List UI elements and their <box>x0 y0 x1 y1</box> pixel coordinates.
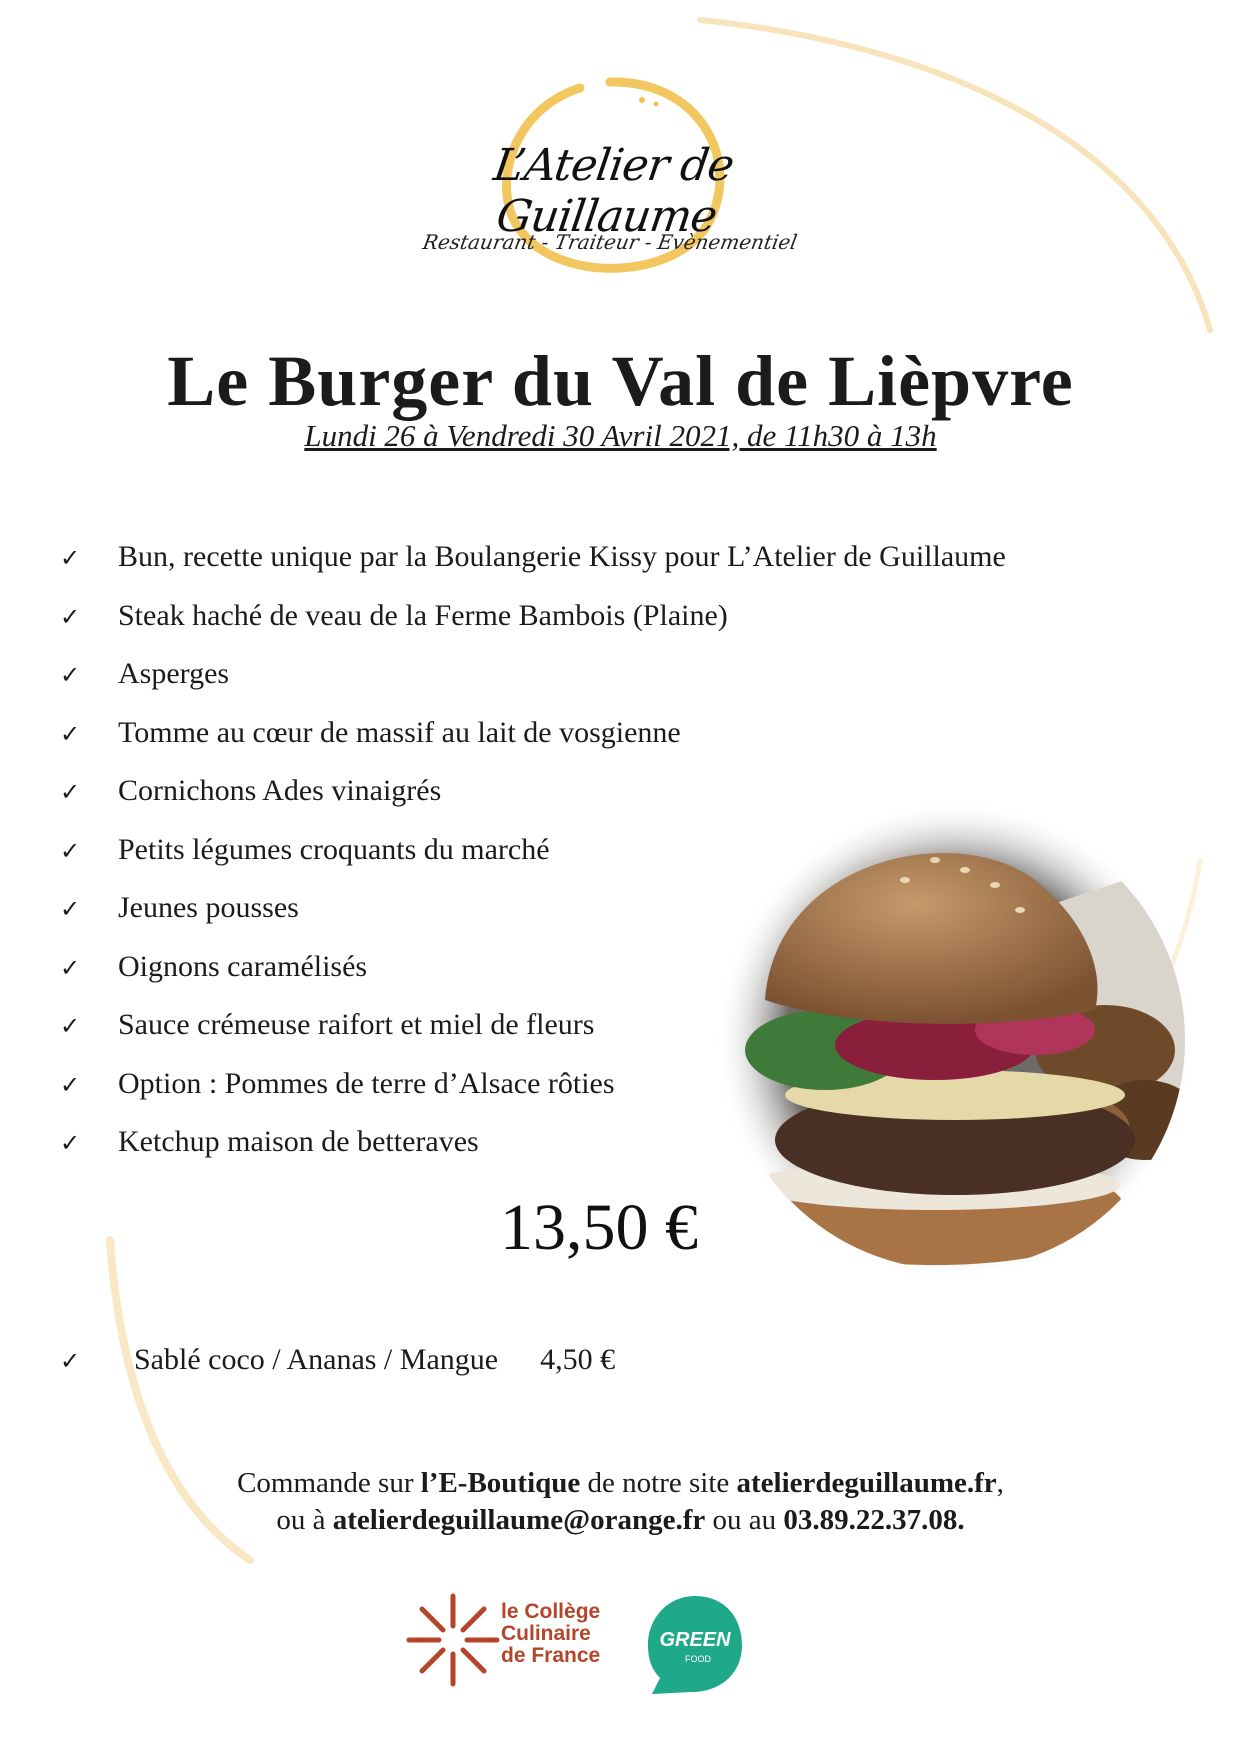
contact-line-1: Commande sur l’E-Boutique de notre site atelierdeguillaume.fr, <box>237 1467 1004 1499</box>
green-food-subtext: FOOD <box>685 1654 711 1664</box>
item-text: Asperges <box>118 657 230 690</box>
eboutique-link[interactable]: l’E-Boutique <box>420 1467 581 1499</box>
list-item <box>60 716 1210 775</box>
contact-line-2: ou à atelierdeguillaume@orange.fr ou au 03.89.22.37.08. <box>276 1504 965 1536</box>
dessert-name: Sablé coco / Ananas / Mangue <box>134 1343 499 1376</box>
check-icon: ✓ <box>60 778 81 806</box>
burger-price: 13,50 € <box>500 1191 698 1264</box>
item-text: Jeunes pousses <box>118 891 299 924</box>
college-line-1: le Collège <box>501 1600 601 1623</box>
sunburst-icon <box>405 1585 500 1695</box>
check-icon: ✓ <box>60 719 81 748</box>
check-icon: ✓ <box>60 836 81 865</box>
logo-brand-name: L’Atelier de Guillaume <box>490 140 737 242</box>
check-icon: ✓ <box>60 1347 81 1375</box>
check-icon: ✓ <box>60 661 81 689</box>
logo-tagline: Restaurant - Traiteur - Evènementiel <box>421 230 799 254</box>
restaurant-logo <box>380 70 840 290</box>
menu-dates: Lundi 26 à Vendredi 30 Avril 2021, de 11h30 à 13h <box>304 418 937 453</box>
college-culinaire-logo <box>405 1585 605 1695</box>
menu-title: Le Burger du Val de Lièpvre <box>167 341 1074 421</box>
list-item <box>60 657 1210 716</box>
college-line-3: de France <box>501 1644 601 1667</box>
green-food-badge-icon <box>640 1590 750 1700</box>
item-text: Oignons caramélisés <box>118 949 368 983</box>
check-icon: ✓ <box>60 1070 81 1099</box>
list-item <box>60 599 1210 658</box>
check-icon: ✓ <box>60 544 81 572</box>
website-link[interactable]: atelierdeguillaume.fr <box>736 1467 997 1499</box>
green-food-logo <box>640 1590 750 1700</box>
item-text: Option : Pommes de terre d’Alsace rôties <box>118 1066 615 1100</box>
phone-number: 03.89.22.37.08. <box>783 1504 965 1536</box>
item-text: Steak haché de veau de la Ferme Bambois (Plaine) <box>118 598 728 632</box>
dessert-price: 4,50 € <box>540 1343 616 1376</box>
item-text: Tomme au cœur de massif au lait de vosgienne <box>118 715 681 749</box>
list-item <box>60 540 1210 599</box>
item-text: Petits légumes croquants du marché <box>118 832 550 866</box>
check-icon: ✓ <box>60 1129 81 1157</box>
check-icon: ✓ <box>60 1012 81 1040</box>
check-icon: ✓ <box>60 953 81 982</box>
email-link[interactable]: atelierdeguillaume@orange.fr <box>332 1504 706 1536</box>
contact-info <box>0 1465 1241 1539</box>
check-icon: ✓ <box>60 895 81 923</box>
burger-photo <box>705 800 1205 1280</box>
item-text: Ketchup maison de betteraves <box>118 1125 479 1158</box>
dessert-item <box>60 1343 615 1377</box>
item-text: Bun, recette unique par la Boulangerie Kissy pour L’Atelier de Guillaume <box>118 540 1006 573</box>
item-text: Sauce crémeuse raifort et miel de fleurs <box>118 1008 595 1041</box>
item-text: Cornichons Ades vinaigrés <box>118 774 442 807</box>
check-icon: ✓ <box>60 602 81 631</box>
green-food-text: GREEN <box>659 1629 731 1651</box>
college-line-2: Culinaire <box>501 1622 591 1645</box>
